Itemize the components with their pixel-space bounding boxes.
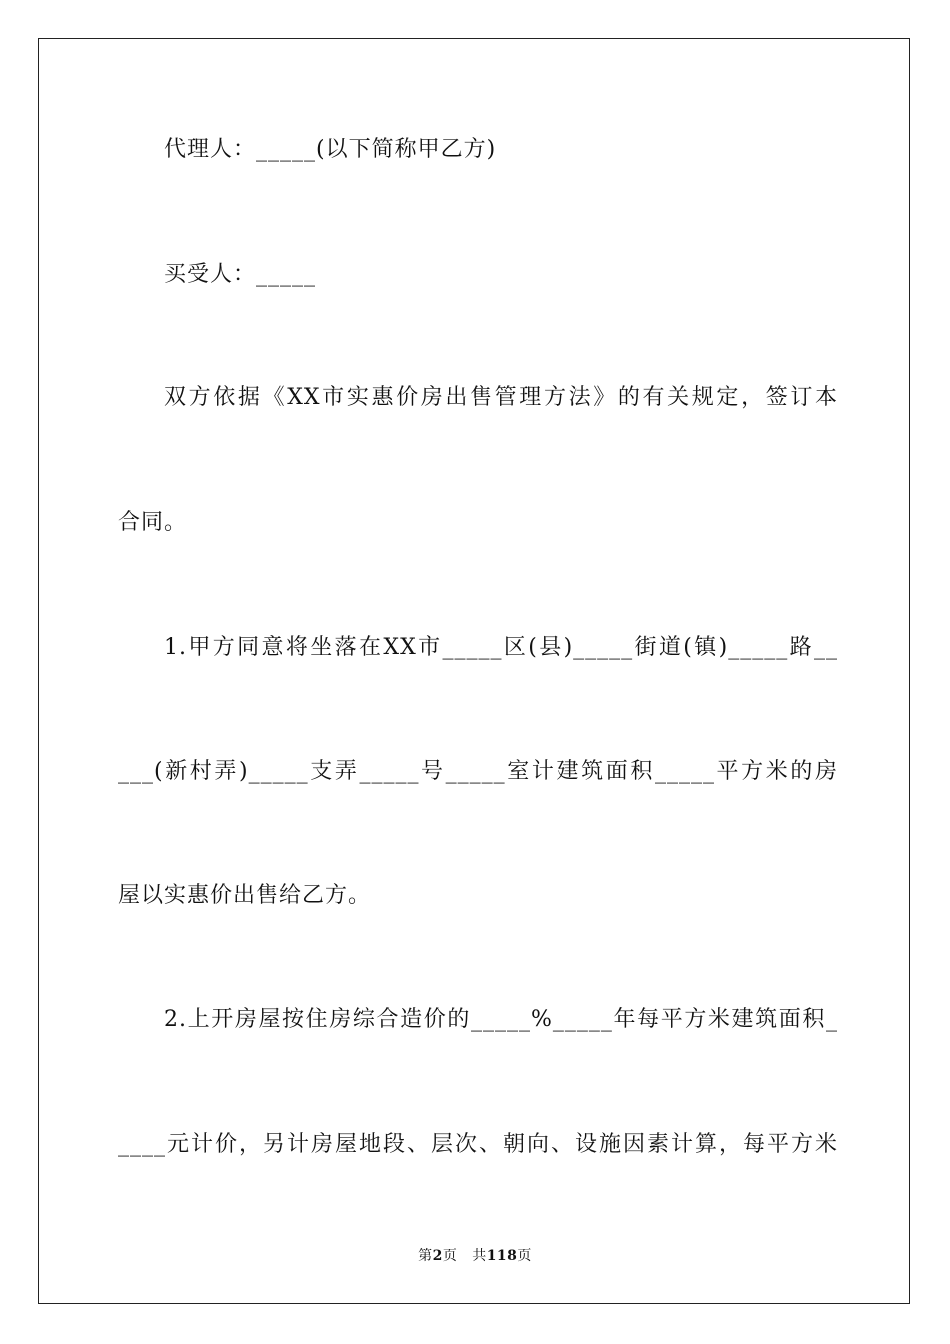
footer-page-current: 2 [432, 1248, 443, 1264]
page-border [38, 38, 910, 1304]
buyer-line: 买受人：_____ [164, 262, 317, 287]
clause-2-line-1: 2.上开房屋按住房综合造价的_____%_____年每平方米建筑面积_ [164, 1007, 838, 1032]
footer-page-prefix: 第 [418, 1248, 433, 1264]
paragraph-intro-line-1: 双方依据《XX市实惠价房出售管理方法》的有关规定，签订本 [164, 385, 838, 410]
clause-1-line-2: ___(新村弄)_____支弄_____号_____室计建筑面积_____平方米的房 [118, 759, 838, 784]
page-footer [0, 1247, 950, 1265]
footer-page-total: 118 [486, 1248, 518, 1264]
footer-page-suffix: 页 [442, 1248, 458, 1264]
agent-line: 代理人：_____(以下简称甲乙方) [164, 137, 497, 162]
clause-1-line-3: 屋以实惠价出售给乙方。 [118, 883, 372, 908]
footer-total-prefix: 共 [472, 1248, 487, 1264]
clause-1-line-1: 1.甲方同意将坐落在XX市_____区(县)_____街道(镇)_____路__ [164, 635, 838, 660]
paragraph-intro-line-2: 合同。 [118, 510, 188, 535]
footer-total-suffix: 页 [517, 1248, 532, 1264]
clause-2-line-2: ____元计价，另计房屋地段、层次、朝向、设施因素计算，每平方米 [118, 1132, 838, 1157]
